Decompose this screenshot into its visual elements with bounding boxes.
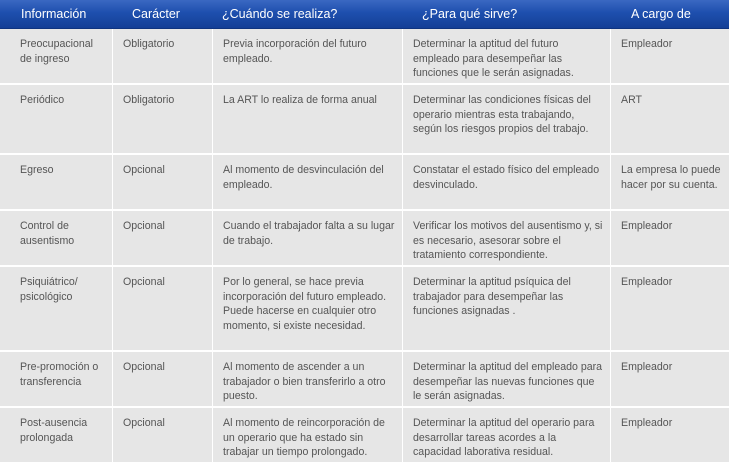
- header-caracter: Carácter: [132, 7, 180, 21]
- cell-para-que: Verificar los motivos del ausentismo y, si es necesario, asesorar sobre el tratamiento correspondiente.: [403, 211, 611, 265]
- table-row: [0, 29, 729, 83]
- header-cuando: ¿Cuándo se realiza?: [222, 7, 338, 21]
- cell-caracter: Opcional: [113, 155, 213, 209]
- cell-para-que: Determinar la aptitud del futuro empleado para desempeñar las funciones que le serán asignadas.: [403, 29, 611, 83]
- cell-para-que: Constatar el estado físico del empleado desvinculado.: [403, 155, 611, 209]
- cell-informacion: Preocupacional de ingreso: [10, 29, 113, 83]
- header-informacion: Información: [21, 7, 87, 21]
- cell-cuando: Cuando el trabajador falta a su lugar de trabajo.: [213, 211, 403, 265]
- cell-informacion: Egreso: [10, 155, 113, 209]
- cell-cuando: Al momento de reincorporación de un operario que ha estado sin trabajar un tiempo prolongado.: [213, 408, 403, 462]
- table-row: [0, 85, 729, 153]
- cell-caracter: Obligatorio: [113, 85, 213, 153]
- header-para-que: ¿Para qué sirve?: [422, 7, 518, 21]
- cell-a-cargo: Empleador: [621, 417, 673, 429]
- table-row: [0, 211, 729, 265]
- table-row: [0, 408, 729, 462]
- cell-para-que: Determinar las condiciones físicas del operario mientras esta trabajando, según los riesgos propios del trabajo.: [403, 85, 611, 153]
- cell-a-cargo: ART: [621, 94, 642, 106]
- cell-a-cargo: Empleador: [621, 220, 673, 232]
- table-row: [0, 267, 729, 350]
- cell-informacion: Psiquiátrico/ psicológico: [10, 267, 113, 350]
- cell-para-que: Determinar la aptitud del empleado para desempeñar las nuevas funciones que le serán asignadas.: [403, 352, 611, 406]
- cell-cuando: Por lo general, se hace previa incorporación del futuro empleado. Puede hacerse en cualquier otro momento, si existe necesidad.: [213, 267, 403, 350]
- header-a-cargo: A cargo de: [631, 7, 691, 21]
- cell-informacion: Periódico: [10, 85, 113, 153]
- cell-a-cargo: Empleador: [621, 276, 673, 288]
- cell-cuando: Al momento de ascender a un trabajador o bien transferirlo a otro puesto.: [213, 352, 403, 406]
- cell-caracter: Opcional: [113, 267, 213, 350]
- cell-caracter: Obligatorio: [113, 29, 213, 83]
- cell-caracter: Opcional: [113, 408, 213, 462]
- cell-para-que: Determinar la aptitud psíquica del trabajador para desempeñar las funciones asignadas .: [403, 267, 611, 350]
- cell-a-cargo: Empleador: [621, 361, 673, 373]
- cell-informacion: Control de ausentismo: [10, 211, 113, 265]
- cell-caracter: Opcional: [113, 211, 213, 265]
- cell-informacion: Pre-promoción o transferencia: [10, 352, 113, 406]
- cell-para-que: Determinar la aptitud del operario para desarrollar tareas acordes a la capacidad laborativa residual.: [403, 408, 611, 462]
- table-row: [0, 155, 729, 209]
- cell-cuando: La ART lo realiza de forma anual: [213, 85, 403, 153]
- cell-cuando: Al momento de desvinculación del empleado.: [213, 155, 403, 209]
- cell-cuando: Previa incorporación del futuro empleado.: [213, 29, 403, 83]
- table-row: [0, 352, 729, 406]
- cell-a-cargo: Empleador: [621, 38, 673, 50]
- table-header: [0, 0, 729, 29]
- cell-a-cargo: La empresa lo puede hacer por su cuenta.: [621, 164, 721, 191]
- cell-caracter: Opcional: [113, 352, 213, 406]
- cell-informacion: Post-ausencia prolongada: [10, 408, 113, 462]
